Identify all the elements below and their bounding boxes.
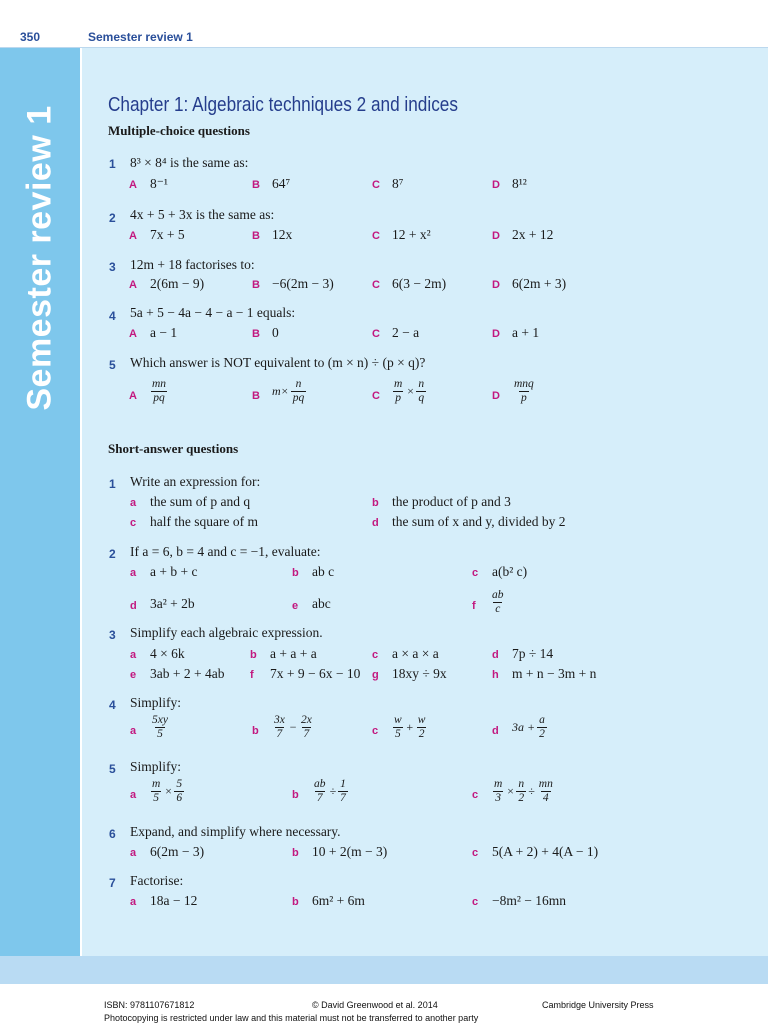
option-letter: B: [252, 390, 260, 402]
part-letter: d: [130, 600, 137, 612]
numerator: 5: [176, 778, 183, 790]
option-letter: A: [129, 328, 137, 340]
question-number: 4: [109, 698, 116, 712]
footer-notice: Photocopying is restricted under law and this material must not be transferred to another party: [104, 1013, 479, 1023]
part-letter: c: [472, 567, 479, 579]
denominator: 7: [340, 791, 346, 804]
part-letter: a: [130, 567, 137, 579]
part-a-expression: [150, 778, 184, 804]
question-text: 12m + 18 factorises to:: [130, 257, 255, 272]
part-letter: d: [372, 517, 379, 529]
operator: −: [288, 719, 297, 734]
question-text: If a = 6, b = 4 and c = −1, evaluate:: [130, 544, 321, 559]
operator: ×: [406, 383, 415, 398]
part-letter: c: [472, 896, 479, 908]
prefix: 3a +: [512, 719, 536, 734]
part-letter: e: [292, 600, 299, 612]
part-a-fraction: [150, 714, 170, 740]
denominator: pq: [292, 391, 305, 404]
option-letter: B: [252, 328, 260, 340]
denominator: 3: [495, 791, 502, 804]
option-letter: C: [372, 328, 380, 340]
part-letter: a: [130, 725, 137, 737]
numerator: w: [394, 714, 402, 726]
denominator: 2: [418, 727, 425, 740]
footer-publisher: Cambridge University Press: [542, 1000, 654, 1010]
numerator: n: [295, 378, 302, 390]
option-letter: D: [492, 230, 500, 242]
option-letter: C: [372, 390, 380, 402]
denominator: 2: [518, 791, 525, 804]
question-number: 2: [109, 211, 116, 225]
prefix: m×: [272, 383, 289, 398]
option-b: −6(2m − 3): [272, 276, 334, 291]
running-head: Semester review 1: [88, 30, 193, 44]
question-text: 4x + 5 + 3x is the same as:: [130, 207, 275, 222]
operator: +: [405, 719, 414, 734]
page-footer: [0, 984, 768, 1024]
option-a: a − 1: [150, 325, 178, 340]
part-letter: c: [372, 725, 379, 737]
option-letter: A: [129, 279, 137, 291]
part-letter: d: [492, 649, 499, 661]
part-letter: b: [292, 896, 299, 908]
part-b: 6m² + 6m: [312, 893, 365, 908]
part-d: the sum of x and y, divided by 2: [392, 514, 566, 529]
part-letter: b: [292, 789, 299, 801]
denominator: 5: [394, 727, 401, 740]
part-c: 5(A + 2) + 4(A − 1): [492, 844, 599, 859]
part-letter: c: [472, 789, 479, 801]
part-a: a + b + c: [150, 564, 198, 579]
fraction: [299, 714, 314, 740]
part-letter: e: [130, 669, 137, 681]
part-letter: b: [292, 567, 299, 579]
part-b-expression: [272, 714, 314, 740]
option-letter: A: [129, 230, 137, 242]
numerator: ab: [492, 589, 504, 601]
part-a: 6(2m − 3): [150, 844, 205, 859]
denominator: 2: [539, 727, 545, 740]
numerator: 1: [340, 778, 346, 790]
part-f-fraction: [490, 589, 506, 615]
numerator: m: [394, 378, 403, 390]
operator: ×: [164, 783, 173, 798]
part-c: a × a × a: [392, 646, 439, 661]
fraction: [516, 778, 526, 804]
bottom-band: [0, 956, 768, 984]
question-number: 3: [109, 628, 116, 642]
page-header: [0, 0, 768, 48]
option-d: 6(2m + 3): [512, 276, 567, 291]
question-text: Factorise:: [130, 873, 184, 888]
option-letter: B: [252, 279, 260, 291]
numerator: m: [494, 778, 503, 790]
part-letter: b: [292, 847, 299, 859]
part-c-expression: [392, 714, 427, 740]
part-letter: a: [130, 789, 137, 801]
question-number: 2: [109, 547, 116, 561]
numerator: ab: [314, 778, 326, 790]
denominator: p: [395, 391, 402, 404]
option-letter: B: [252, 230, 260, 242]
numerator: n: [418, 378, 425, 390]
option-c: 12 + x²: [392, 227, 431, 242]
part-letter: c: [472, 847, 479, 859]
operator: ÷: [329, 783, 337, 798]
operator: ×: [506, 783, 515, 798]
question-text: 5a + 5 − 4a − 4 − a − 1 equals:: [130, 305, 296, 320]
fraction: [150, 778, 162, 804]
numerator: m: [152, 778, 161, 790]
part-h: m + n − 3m + n: [512, 666, 597, 681]
part-letter: f: [250, 669, 254, 681]
option-d: a + 1: [512, 325, 540, 340]
denominator: c: [495, 602, 501, 615]
side-tab-title: Semester review 1: [20, 105, 59, 411]
option-letter: A: [129, 390, 137, 402]
fraction: [492, 778, 504, 804]
fraction: [537, 714, 547, 740]
option-b: 0: [272, 325, 279, 340]
part-d: 3a² + 2b: [150, 596, 195, 611]
question-text: Simplify:: [130, 695, 182, 710]
option-a: 8⁻¹: [150, 176, 168, 191]
option-letter: D: [492, 279, 500, 291]
sa-heading: Short-answer questions: [108, 441, 239, 456]
question-text: Write an expression for:: [130, 474, 261, 489]
option-letter: D: [492, 390, 500, 402]
part-b-expression: [312, 778, 348, 804]
part-b: ab c: [312, 564, 335, 579]
part-letter: g: [372, 669, 379, 681]
part-b: 10 + 2(m − 3): [312, 844, 388, 859]
denominator: 5: [157, 727, 163, 740]
denominator: 7: [303, 727, 310, 740]
option-b-expression: [272, 378, 306, 404]
option-c-expression: [392, 378, 426, 404]
part-f: 7x + 9 − 6x − 10: [270, 666, 361, 681]
part-b: a + a + a: [270, 646, 317, 661]
part-letter: a: [130, 847, 137, 859]
part-d: 7p ÷ 14: [512, 646, 554, 661]
part-letter: b: [252, 725, 259, 737]
denominator: pq: [153, 391, 165, 404]
footer-copyright: © David Greenwood et al. 2014: [312, 1000, 438, 1010]
question-text: 8³ × 8⁴ is the same as:: [130, 155, 249, 170]
option-c: 6(3 − 2m): [392, 276, 447, 291]
option-letter: C: [372, 230, 380, 242]
option-d: 8¹²: [512, 176, 527, 191]
option-letter: A: [129, 179, 137, 191]
question-text: Simplify each algebraic expression.: [130, 625, 323, 640]
part-e: abc: [312, 596, 331, 611]
part-letter: c: [372, 649, 379, 661]
numerator: 5xy: [152, 714, 168, 726]
option-letter: B: [252, 179, 260, 191]
denominator: q: [418, 391, 425, 404]
option-d-fraction: [512, 378, 536, 404]
numerator: w: [417, 714, 426, 726]
operator: ÷: [528, 783, 535, 798]
option-c: 2 − a: [392, 325, 420, 340]
option-a: 2(6m − 9): [150, 276, 205, 291]
question-number: 3: [109, 260, 116, 274]
denominator: 6: [176, 791, 183, 804]
question-text: Expand, and simplify where necessary.: [130, 824, 341, 839]
chapter-title: Chapter 1: Algebraic techniques 2 and indices: [108, 94, 458, 116]
part-c-expression: [492, 778, 555, 804]
option-letter: C: [372, 179, 380, 191]
numerator: mnq: [514, 378, 534, 390]
part-c: a(b² c): [492, 564, 528, 579]
option-letter: D: [492, 328, 500, 340]
part-letter: a: [130, 896, 137, 908]
question-number: 5: [109, 762, 116, 776]
question-number: 7: [109, 876, 116, 890]
denominator: 7: [316, 791, 323, 804]
option-c: 8⁷: [392, 176, 404, 191]
part-e: 3ab + 2 + 4ab: [150, 666, 225, 681]
denominator: 5: [153, 791, 160, 804]
part-c: −8m² − 16mn: [492, 893, 567, 908]
part-d-expression: [512, 714, 547, 740]
numerator: 2x: [300, 714, 312, 726]
denominator: 7: [276, 727, 283, 740]
fraction: [416, 378, 426, 404]
part-letter: c: [130, 517, 137, 529]
fraction: [312, 778, 328, 804]
question-number: 4: [109, 309, 116, 323]
fraction: [338, 778, 348, 804]
numerator: a: [539, 714, 545, 726]
fraction: [537, 778, 555, 804]
part-letter: a: [130, 649, 137, 661]
option-a: 7x + 5: [150, 227, 185, 242]
fraction: [416, 714, 428, 740]
numerator: mn: [538, 778, 553, 790]
option-b: 64⁷: [272, 176, 291, 191]
page-number: 350: [20, 30, 41, 44]
part-a: the sum of p and q: [150, 494, 251, 509]
part-letter: d: [492, 725, 499, 737]
numerator: n: [518, 778, 525, 790]
option-letter: C: [372, 279, 380, 291]
option-a-fraction: [150, 378, 168, 404]
question-text: Which answer is NOT equivalent to (m × n) ÷ (p × q)?: [130, 355, 426, 370]
option-letter: D: [492, 179, 500, 191]
denominator: 4: [542, 791, 549, 804]
fraction: [291, 378, 307, 404]
part-a: 18a − 12: [150, 893, 198, 908]
numerator: 3x: [274, 714, 285, 726]
part-letter: f: [472, 600, 476, 612]
fraction: [174, 778, 184, 804]
part-g: 18xy ÷ 9x: [392, 666, 447, 681]
fraction: [392, 378, 404, 404]
part-a: 4 × 6k: [150, 646, 185, 661]
part-letter: b: [250, 649, 257, 661]
part-b: the product of p and 3: [392, 494, 511, 509]
fraction: [272, 714, 287, 740]
question-text: Simplify:: [130, 759, 182, 774]
question-number: 1: [109, 157, 116, 171]
denominator: p: [521, 391, 527, 404]
question-number: 1: [109, 477, 116, 491]
footer-isbn: ISBN: 9781107671812: [104, 1000, 195, 1010]
fraction: [392, 714, 404, 740]
mc-heading: Multiple-choice questions: [108, 123, 250, 138]
question-number: 6: [109, 827, 116, 841]
option-b: 12x: [272, 227, 293, 242]
part-letter: b: [372, 497, 379, 509]
option-d: 2x + 12: [512, 227, 554, 242]
part-letter: a: [130, 497, 137, 509]
numerator: mn: [152, 378, 167, 390]
part-letter: h: [492, 669, 499, 681]
part-c: half the square of m: [150, 514, 258, 529]
side-tab: [0, 48, 80, 956]
question-number: 5: [109, 358, 116, 372]
